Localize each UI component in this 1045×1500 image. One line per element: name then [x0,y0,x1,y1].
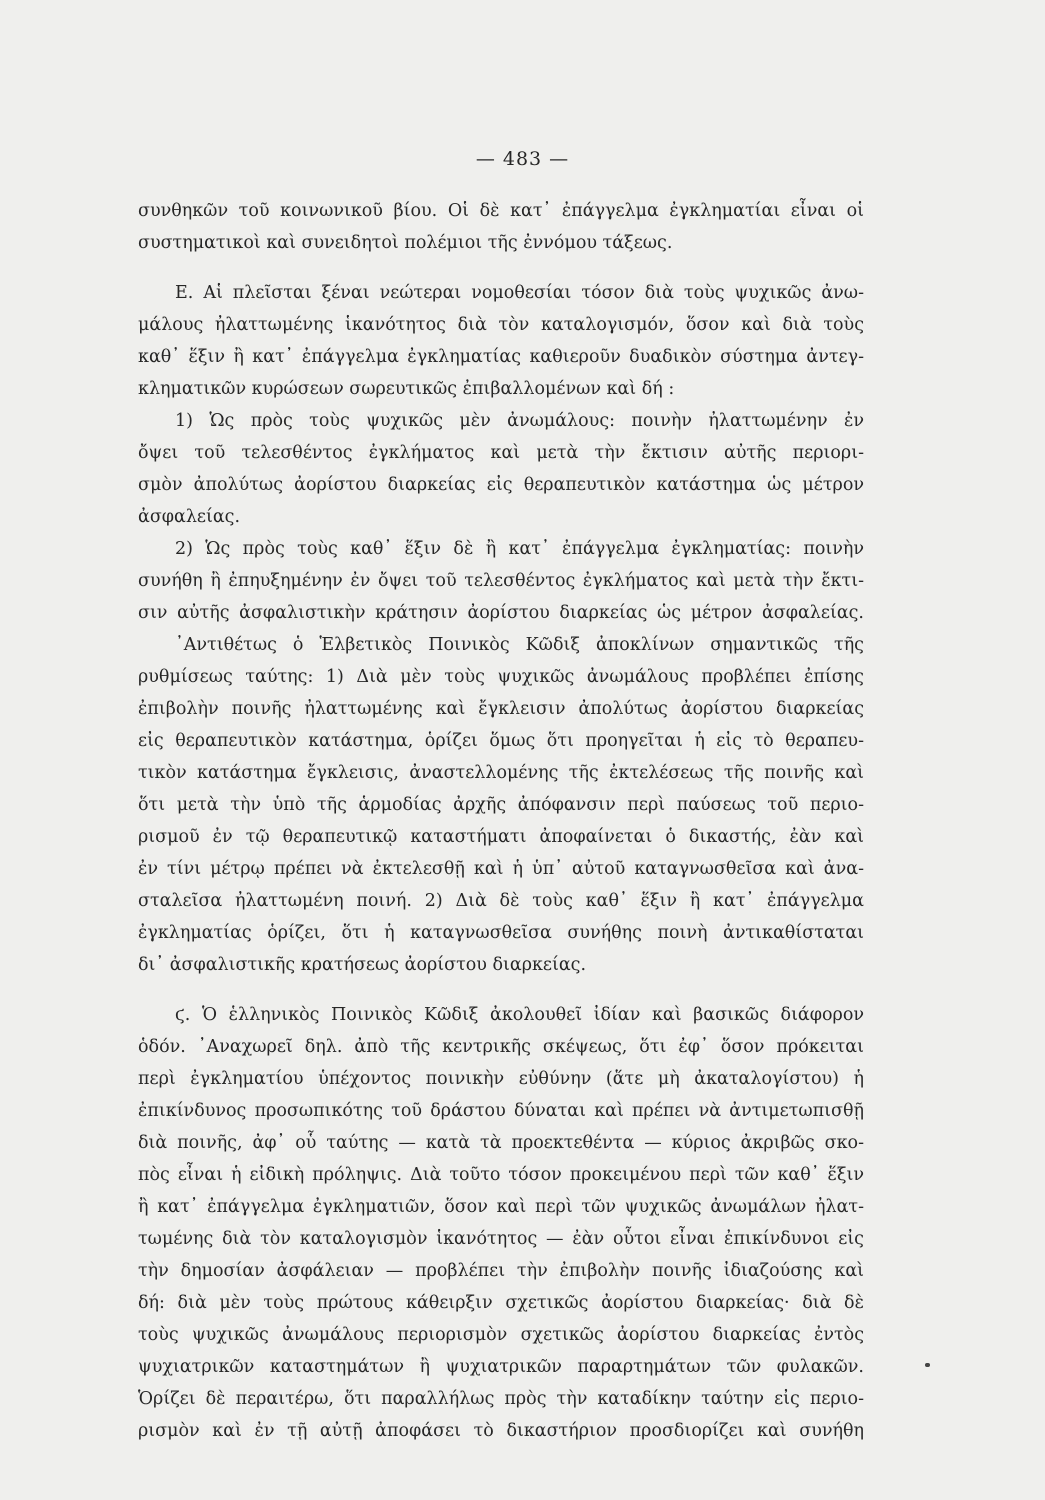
text-line: καθ᾽ ἕξιν ἢ κατ᾽ ἐπάγγελμα ἐγκληματίας καθιεροῦν δυαδικὸν σύστημα ἀντεγ- [138,347,864,367]
text-line: μάλους ἠλαττωμένης ἱκανότητος διὰ τὸν καταλογισμόν, ὅσον καὶ διὰ τοὺς [138,315,864,335]
text-line: ἐγκληματίας ὁρίζει, ὅτι ἡ καταγνωσθεῖσα συνήθης ποινὴ ἀντικαθίσταται [138,923,864,943]
text-line: 1) Ὡς πρὸς τοὺς ψυχικῶς μὲν ἀνωμάλους: ποινὴν ἠλαττωμένην ἐν [175,411,864,431]
text-line: ϛ. Ὁ ἑλληνικὸς Ποινικὸς Κῶδιξ ἀκολουθεῖ ἰδίαν καὶ βασικῶς διάφορον [175,1005,864,1025]
text-line: ὅτι μετὰ τὴν ὑπὸ τῆς ἁρμοδίας ἀρχῆς ἀπόφανσιν περὶ παύσεως τοῦ περιο- [138,795,864,815]
text-line: ρυθμίσεως ταύτης: 1) Διὰ μὲν τοὺς ψυχικῶς ἀνωμάλους προβλέπει ἐπίσης [138,667,864,687]
text-line: δι᾽ ἀσφαλιστικῆς κρατήσεως ἀορίστου διαρκείας. [138,955,587,975]
text-line: συστηματικοὶ καὶ συνειδητοὶ πολέμιοι τῆς ἐννόμου τάξεως. [138,233,673,253]
text-line: περὶ ἐγκληματίου ὑπέχοντος ποινικὴν εὐθύνην (ἅτε μὴ ἀκαταλογίστου) ἡ [138,1069,864,1089]
text-line: συνθηκῶν τοῦ κοινωνικοῦ βίου. Οἱ δὲ κατ᾽ ἐπάγγελμα ἐγκληματίαι εἶναι οἱ [138,201,864,221]
text-line: τικὸν κατάστημα ἔγκλεισις, ἀναστελλομένης τῆς ἐκτελέσεως τῆς ποινῆς καὶ [138,763,864,783]
text-line: εἰς θεραπευτικὸν κατάστημα, ὁρίζει ὅμως ὅτι προηγεῖται ἡ εἰς τὸ θεραπευ- [138,731,864,751]
text-line: τοὺς ψυχικῶς ἀνωμάλους περιορισμὸν σχετικῶς ἀορίστου διαρκείας ἐντὸς [138,1325,864,1345]
text-line: πὸς εἶναι ἡ εἰδικὴ πρόληψις. Διὰ τοῦτο τόσον προκειμένου περὶ τῶν καθ᾽ ἕξιν [138,1165,864,1185]
text-line: ἐν τίνι μέτρῳ πρέπει νὰ ἐκτελεσθῇ καὶ ἡ ὑπ᾽ αὐτοῦ καταγνωσθεῖσα καὶ ἀνα- [138,859,864,879]
text-line: ὁδόν. ᾽Αναχωρεῖ δηλ. ἀπὸ τῆς κεντρικῆς σκέψεως, ὅτι ἐφ᾽ ὅσον πρόκειται [138,1037,864,1057]
text-line: τὴν δημοσίαν ἀσφάλειαν — προβλέπει τὴν ἐπιβολὴν ποινῆς ἰδιαζούσης καὶ [138,1261,864,1281]
text-line: ρισμοῦ ἐν τῷ θεραπευτικῷ καταστήματι ἀποφαίνεται ὁ δικαστής, ἐὰν καὶ [138,827,864,847]
text-line: Ὁρίζει δὲ περαιτέρω, ὅτι παραλλήλως πρὸς τὴν καταδίκην ταύτην εἰς περιο- [138,1389,864,1409]
text-line: ἐπικίνδυνος προσωπικότης τοῦ δράστου δύναται καὶ πρέπει νὰ ἀντιμετωπισθῇ [138,1101,864,1121]
text-line: σταλεῖσα ἠλαττωμένη ποινή. 2) Διὰ δὲ τοὺς καθ᾽ ἕξιν ἢ κατ᾽ ἐπάγγελμα [138,891,864,911]
text-line: ἐπιβολὴν ποινῆς ἠλαττωμένης καὶ ἔγκλεισιν ἀπολύτως ἀορίστου διαρκείας [138,699,864,719]
text-line: ᾽Αντιθέτως ὁ Ἑλβετικὸς Ποινικὸς Κῶδιξ ἀποκλίνων σημαντικῶς τῆς [175,635,864,655]
text-line: τωμένης διὰ τὸν καταλογισμὸν ἱκανότητος — ἐὰν οὗτοι εἶναι ἐπικίνδυνοι εἰς [138,1229,864,1249]
text-line: Ε. Αἱ πλεῖσται ξέναι νεώτεραι νομοθεσίαι τόσον διὰ τοὺς ψυχικῶς ἀνω- [175,283,864,303]
text-line: διὰ ποινῆς, ἀφ᾽ οὗ ταύτης — κατὰ τὰ προεκτεθέντα — κύριος ἀκριβῶς σκο- [138,1133,864,1153]
text-line: ψυχιατρικῶν καταστημάτων ἢ ψυχιατρικῶν παραρτημάτων τῶν φυλακῶν. [138,1357,864,1377]
page-number: — 483 — [475,148,570,170]
text-line: ἢ κατ᾽ ἐπάγγελμα ἐγκληματιῶν, ὅσον καὶ περὶ τῶν ψυχικῶς ἀνωμάλων ἠλατ- [138,1197,864,1217]
text-line: κληματικῶν κυρώσεων σωρευτικῶς ἐπιβαλλομένων καὶ δή : [138,379,675,399]
text-line: ἀσφαλείας. [138,507,241,527]
text-line: ὄψει τοῦ τελεσθέντος ἐγκλήματος καὶ μετὰ τὴν ἔκτισιν αὐτῆς περιορι- [138,443,864,463]
text-line: 2) Ὡς πρὸς τοὺς καθ᾽ ἕξιν δὲ ἢ κατ᾽ ἐπάγγελμα ἐγκληματίας: ποινὴν [175,539,864,559]
text-line: σμὸν ἀπολύτως ἀορίστου διαρκείας εἰς θεραπευτικὸν κατάστημα ὡς μέτρον [138,475,864,495]
text-line: σιν αὐτῆς ἀσφαλιστικὴν κράτησιν ἀορίστου διαρκείας ὡς μέτρον ἀσφαλείας. [138,603,864,623]
text-line: δή: διὰ μὲν τοὺς πρώτους κάθειρξιν σχετικῶς ἀορίστου διαρκείας· διὰ δὲ [138,1293,864,1313]
ink-speck [925,1363,930,1367]
text-line: συνήθη ἢ ἐπηυξημένην ἐν ὄψει τοῦ τελεσθέντος ἐγκλήματος καὶ μετὰ τὴν ἔκτι- [138,571,864,591]
text-line: ρισμὸν καὶ ἐν τῇ αὐτῇ ἀποφάσει τὸ δικαστήριον προσδιορίζει καὶ συνήθη [138,1421,864,1441]
